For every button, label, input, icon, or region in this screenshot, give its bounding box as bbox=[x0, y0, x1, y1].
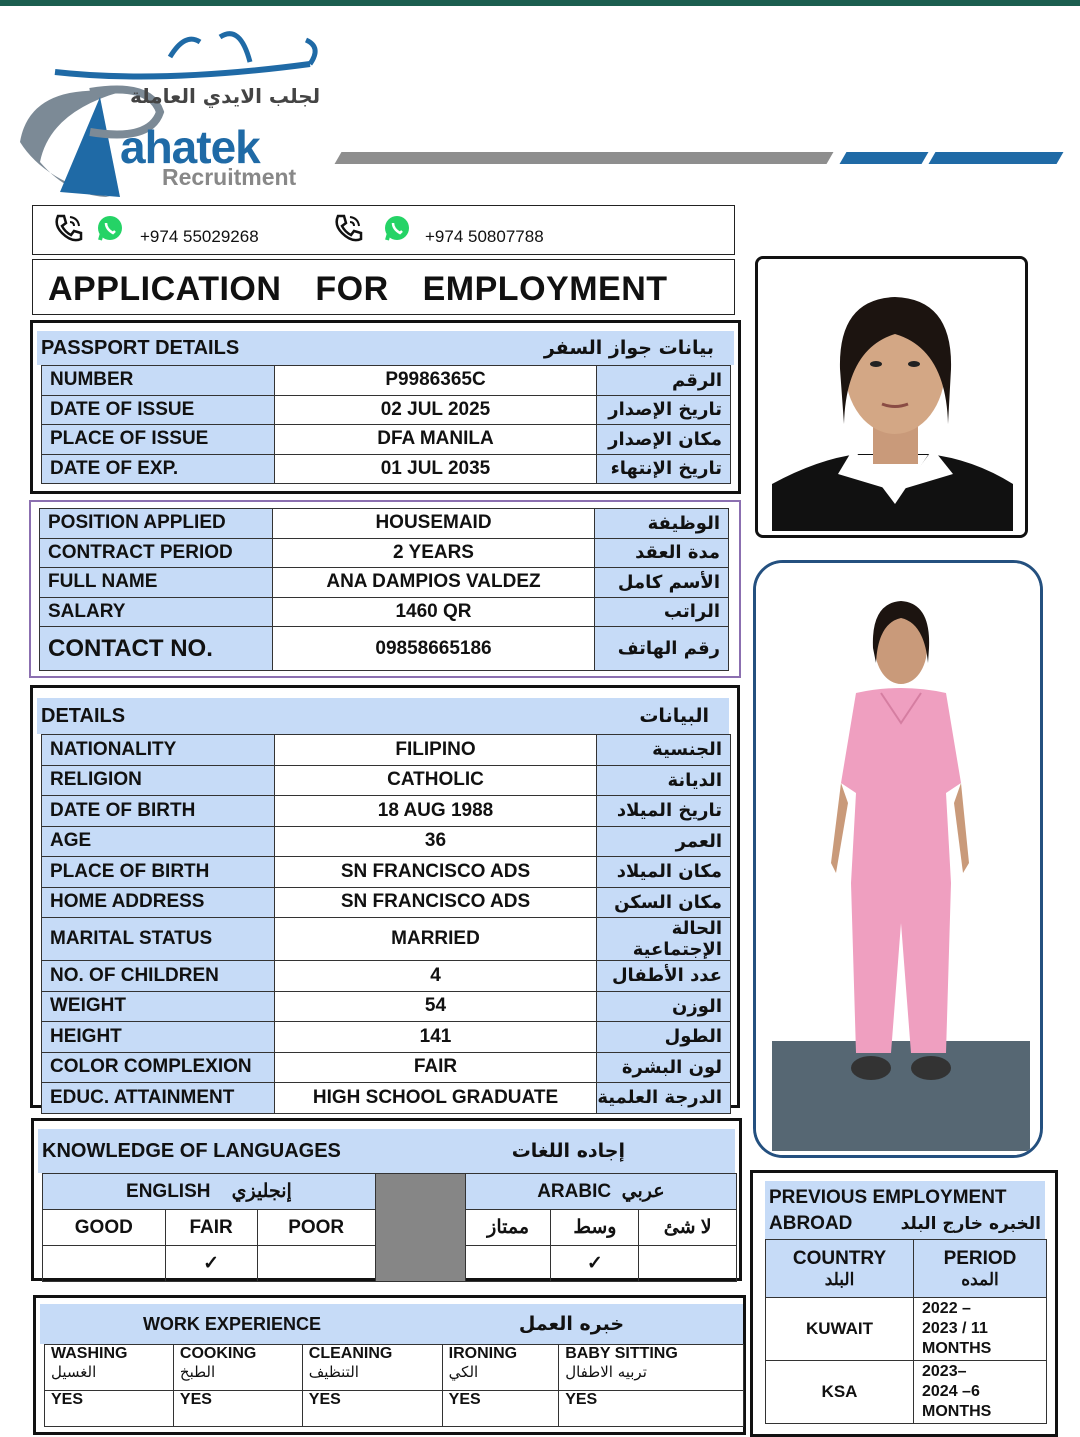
period-col-header: PERIOD المده bbox=[914, 1240, 1047, 1298]
details-header bbox=[37, 698, 729, 734]
work-skill-label-arabic: الطبخ bbox=[179, 1363, 216, 1381]
work-skill-value: YES bbox=[45, 1391, 174, 1427]
passport-section bbox=[30, 320, 741, 494]
detail-field-label: NO. OF CHILDREN bbox=[42, 961, 275, 992]
table-row bbox=[42, 991, 731, 1022]
previous-period-line: 2024 –6 bbox=[922, 1383, 980, 1400]
section-title-arabic: البيانات bbox=[639, 705, 709, 727]
detail-field-label: WEIGHT bbox=[42, 991, 275, 1022]
table-row bbox=[42, 395, 731, 425]
phone-icon bbox=[332, 213, 364, 247]
passport-field-label-arabic: تاريخ الإنتهاء bbox=[597, 454, 731, 484]
previous-period-line: MONTHS bbox=[922, 1340, 992, 1357]
passport-field-label: PLACE OF ISSUE bbox=[42, 425, 275, 455]
detail-field-label: AGE bbox=[42, 826, 275, 857]
table-row bbox=[42, 796, 731, 827]
work-header bbox=[40, 1304, 743, 1344]
position-field-label: CONTACT NO. bbox=[40, 627, 273, 671]
position-field-value: 09858665186 bbox=[273, 627, 595, 671]
work-skill-label-arabic: الغسيل bbox=[51, 1363, 97, 1381]
position-table bbox=[39, 508, 729, 671]
detail-field-label: PLACE OF BIRTH bbox=[42, 857, 275, 888]
position-field-label-arabic: الأسم كامل bbox=[595, 568, 729, 598]
arabic-mark bbox=[639, 1246, 737, 1282]
passport-field-label: DATE OF ISSUE bbox=[42, 395, 275, 425]
arabic-mark bbox=[465, 1246, 551, 1282]
previous-country: KUWAIT bbox=[766, 1298, 914, 1361]
previous-period-line: MONTHS bbox=[922, 1403, 992, 1420]
languages-section bbox=[31, 1118, 742, 1281]
languages-header bbox=[38, 1129, 735, 1173]
position-field-label: FULL NAME bbox=[40, 568, 273, 598]
previous-period-line: 2022 – bbox=[922, 1300, 971, 1317]
detail-field-label-arabic: مكان الميلاد bbox=[597, 857, 731, 888]
english-level: FAIR bbox=[165, 1210, 257, 1246]
table-row bbox=[40, 568, 729, 598]
work-skill-label: COOKING bbox=[179, 1345, 257, 1362]
table-row bbox=[42, 826, 731, 857]
table-row bbox=[42, 857, 731, 888]
passport-field-label: NUMBER bbox=[42, 366, 275, 396]
work-skill bbox=[302, 1345, 442, 1391]
detail-field-value: 141 bbox=[275, 1022, 597, 1053]
top-accent-bar bbox=[0, 0, 1080, 6]
brand-arabic-tagline: لجلب الايدي العاملة bbox=[130, 84, 321, 108]
table-row bbox=[42, 425, 731, 455]
previous-employment-section bbox=[750, 1170, 1058, 1437]
whatsapp-icon bbox=[383, 214, 411, 246]
detail-field-label-arabic: مكان السكن bbox=[597, 887, 731, 918]
contact-number-2[interactable]: +974 50807788 bbox=[425, 227, 544, 246]
detail-field-label-arabic: الدرجة العلمية bbox=[597, 1083, 731, 1114]
passport-field-value: 02 JUL 2025 bbox=[275, 395, 597, 425]
detail-field-value: CATHOLIC bbox=[275, 765, 597, 796]
detail-field-value: FAIR bbox=[275, 1052, 597, 1083]
detail-field-label: HEIGHT bbox=[42, 1022, 275, 1053]
contact-number-1[interactable]: +974 55029268 bbox=[140, 227, 259, 246]
section-title-arabic: خبره العمل bbox=[518, 1313, 625, 1335]
passport-field-label-arabic: الرقم bbox=[597, 366, 731, 396]
english-header: ENGLISH إنجليزي bbox=[43, 1174, 376, 1210]
table-row bbox=[42, 887, 731, 918]
section-title-line2: ABROAD bbox=[769, 1213, 853, 1234]
work-skill bbox=[442, 1345, 559, 1391]
position-field-label-arabic: مدة العقد bbox=[595, 538, 729, 568]
detail-field-label-arabic: الحالة الإجتماعية bbox=[597, 918, 731, 961]
detail-field-value: SN FRANCISCO ADS bbox=[275, 857, 597, 888]
table-row bbox=[40, 509, 729, 539]
brand-subtitle: Recruitment bbox=[162, 164, 297, 190]
detail-field-label: COLOR COMPLEXION bbox=[42, 1052, 275, 1083]
table-row bbox=[42, 366, 731, 396]
title-word: EMPLOYMENT bbox=[422, 270, 668, 308]
previous-table bbox=[765, 1239, 1047, 1424]
detail-field-label: HOME ADDRESS bbox=[42, 887, 275, 918]
position-field-value: 2 YEARS bbox=[273, 538, 595, 568]
passport-field-value: DFA MANILA bbox=[275, 425, 597, 455]
work-skill-value: YES bbox=[302, 1391, 442, 1427]
details-table bbox=[41, 734, 731, 1114]
header-stripe-gray bbox=[335, 152, 834, 164]
detail-field-value: 4 bbox=[275, 961, 597, 992]
work-skill-value: YES bbox=[442, 1391, 559, 1427]
applicant-headshot bbox=[755, 256, 1028, 538]
language-divider bbox=[375, 1174, 465, 1282]
english-mark bbox=[257, 1246, 375, 1282]
detail-field-label-arabic: الوزن bbox=[597, 991, 731, 1022]
passport-field-label-arabic: تاريخ الإصدار bbox=[597, 395, 731, 425]
work-skill-label: CLEANING bbox=[308, 1345, 393, 1362]
passport-table bbox=[41, 365, 731, 484]
detail-field-value: FILIPINO bbox=[275, 735, 597, 766]
detail-field-label: DATE OF BIRTH bbox=[42, 796, 275, 827]
english-level: GOOD bbox=[43, 1210, 166, 1246]
previous-period bbox=[914, 1361, 1047, 1424]
table-row bbox=[42, 918, 731, 961]
position-field-label-arabic: رقم الهاتف bbox=[595, 627, 729, 671]
table-row bbox=[42, 1022, 731, 1053]
header-stripe-blue bbox=[840, 152, 929, 164]
section-title-arabic: الخبره خارج البلد bbox=[900, 1214, 1041, 1234]
section-title: PREVIOUS EMPLOYMENT bbox=[769, 1187, 1007, 1208]
english-level: POOR bbox=[257, 1210, 375, 1246]
work-skill-label: IRONING bbox=[448, 1345, 518, 1362]
country-col-header: COUNTRY البلد bbox=[766, 1240, 914, 1298]
arabic-header: ARABIC عربي bbox=[465, 1174, 736, 1210]
position-field-label: CONTRACT PERIOD bbox=[40, 538, 273, 568]
work-skill-value: YES bbox=[559, 1391, 744, 1427]
detail-field-label-arabic: الجنسية bbox=[597, 735, 731, 766]
whatsapp-icon bbox=[96, 214, 124, 246]
table-row bbox=[42, 454, 731, 484]
phone-icon bbox=[52, 213, 84, 247]
work-skill-label: BABY SITTING bbox=[565, 1345, 678, 1362]
position-field-label-arabic: الوظيفة bbox=[595, 509, 729, 539]
work-skill-label-arabic: الكي bbox=[448, 1363, 479, 1381]
passport-field-label-arabic: مكان الإصدار bbox=[597, 425, 731, 455]
english-mark bbox=[43, 1246, 166, 1282]
position-field-value: 1460 QR bbox=[273, 597, 595, 627]
details-section bbox=[30, 685, 740, 1108]
table-row bbox=[40, 597, 729, 627]
english-mark: ✓ bbox=[165, 1246, 257, 1282]
detail-field-label-arabic: العمر bbox=[597, 826, 731, 857]
title-word: FOR bbox=[315, 270, 389, 308]
work-skill bbox=[45, 1345, 174, 1391]
company-logo bbox=[10, 12, 330, 197]
passport-field-label: DATE OF EXP. bbox=[42, 454, 275, 484]
header-stripe-blue bbox=[929, 152, 1064, 164]
table-row bbox=[766, 1361, 1047, 1424]
table-row bbox=[42, 735, 731, 766]
page-title bbox=[48, 270, 668, 309]
table-row bbox=[766, 1298, 1047, 1361]
arabic-level: ممتاز bbox=[465, 1210, 551, 1246]
position-field-label-arabic: الراتب bbox=[595, 597, 729, 627]
detail-field-value: 54 bbox=[275, 991, 597, 1022]
position-field-value: HOUSEMAID bbox=[273, 509, 595, 539]
table-row bbox=[40, 627, 729, 671]
detail-field-label-arabic: الطول bbox=[597, 1022, 731, 1053]
table-row bbox=[45, 1391, 744, 1427]
detail-field-label: MARITAL STATUS bbox=[42, 918, 275, 961]
passport-field-value: P9986365C bbox=[275, 366, 597, 396]
detail-field-label-arabic: عدد الأطفال bbox=[597, 961, 731, 992]
brand-name: ahatek bbox=[120, 121, 260, 173]
title-word: APPLICATION bbox=[48, 270, 282, 308]
table-row bbox=[42, 961, 731, 992]
detail-field-label-arabic: لون البشرة bbox=[597, 1052, 731, 1083]
work-experience-section bbox=[33, 1295, 746, 1435]
table-row bbox=[42, 765, 731, 796]
detail-field-label-arabic: الديانة bbox=[597, 765, 731, 796]
table-row bbox=[40, 538, 729, 568]
work-skill-label-arabic: التنظيف bbox=[308, 1363, 359, 1381]
previous-country: KSA bbox=[766, 1361, 914, 1424]
section-title-arabic: بيانات جواز السفر bbox=[543, 337, 714, 359]
work-skill bbox=[559, 1345, 744, 1391]
arabic-level: لا شئ bbox=[639, 1210, 737, 1246]
detail-field-label: EDUC. ATTAINMENT bbox=[42, 1083, 275, 1114]
table-row bbox=[45, 1345, 744, 1391]
work-skill-label: WASHING bbox=[51, 1345, 128, 1362]
languages-table bbox=[42, 1173, 737, 1282]
work-table bbox=[44, 1344, 744, 1427]
arabic-level: وسط bbox=[551, 1210, 639, 1246]
detail-field-value: 36 bbox=[275, 826, 597, 857]
detail-field-value: SN FRANCISCO ADS bbox=[275, 887, 597, 918]
table-row bbox=[42, 1052, 731, 1083]
detail-field-label: NATIONALITY bbox=[42, 735, 275, 766]
section-title: WORK EXPERIENCE bbox=[142, 1313, 321, 1334]
detail-field-label: RELIGION bbox=[42, 765, 275, 796]
previous-header bbox=[765, 1181, 1045, 1239]
section-title: DETAILS bbox=[41, 704, 126, 727]
previous-period-line: 2023 / 11 bbox=[922, 1320, 988, 1337]
arabic-mark: ✓ bbox=[551, 1246, 639, 1282]
detail-field-value: HIGH SCHOOL GRADUATE bbox=[275, 1083, 597, 1114]
section-title-arabic: إجاده اللغات bbox=[511, 1140, 625, 1162]
work-skill-value: YES bbox=[173, 1391, 302, 1427]
section-title: KNOWLEDGE OF LANGUAGES bbox=[42, 1139, 341, 1162]
position-field-label: POSITION APPLIED bbox=[40, 509, 273, 539]
section-title: PASSPORT DETAILS bbox=[41, 336, 240, 359]
passport-field-value: 01 JUL 2035 bbox=[275, 454, 597, 484]
work-skill-label-arabic: تربيه الاطفال bbox=[565, 1363, 647, 1381]
detail-field-value: MARRIED bbox=[275, 918, 597, 961]
position-field-label: SALARY bbox=[40, 597, 273, 627]
position-section bbox=[29, 500, 741, 678]
detail-field-label-arabic: تاريخ الميلاد bbox=[597, 796, 731, 827]
table-row bbox=[42, 1083, 731, 1114]
position-field-value: ANA DAMPIOS VALDEZ bbox=[273, 568, 595, 598]
previous-period-line: 2023– bbox=[922, 1363, 967, 1380]
work-skill bbox=[173, 1345, 302, 1391]
previous-period bbox=[914, 1298, 1047, 1361]
detail-field-value: 18 AUG 1988 bbox=[275, 796, 597, 827]
passport-header bbox=[37, 331, 734, 365]
applicant-full-body-photo bbox=[753, 560, 1043, 1158]
